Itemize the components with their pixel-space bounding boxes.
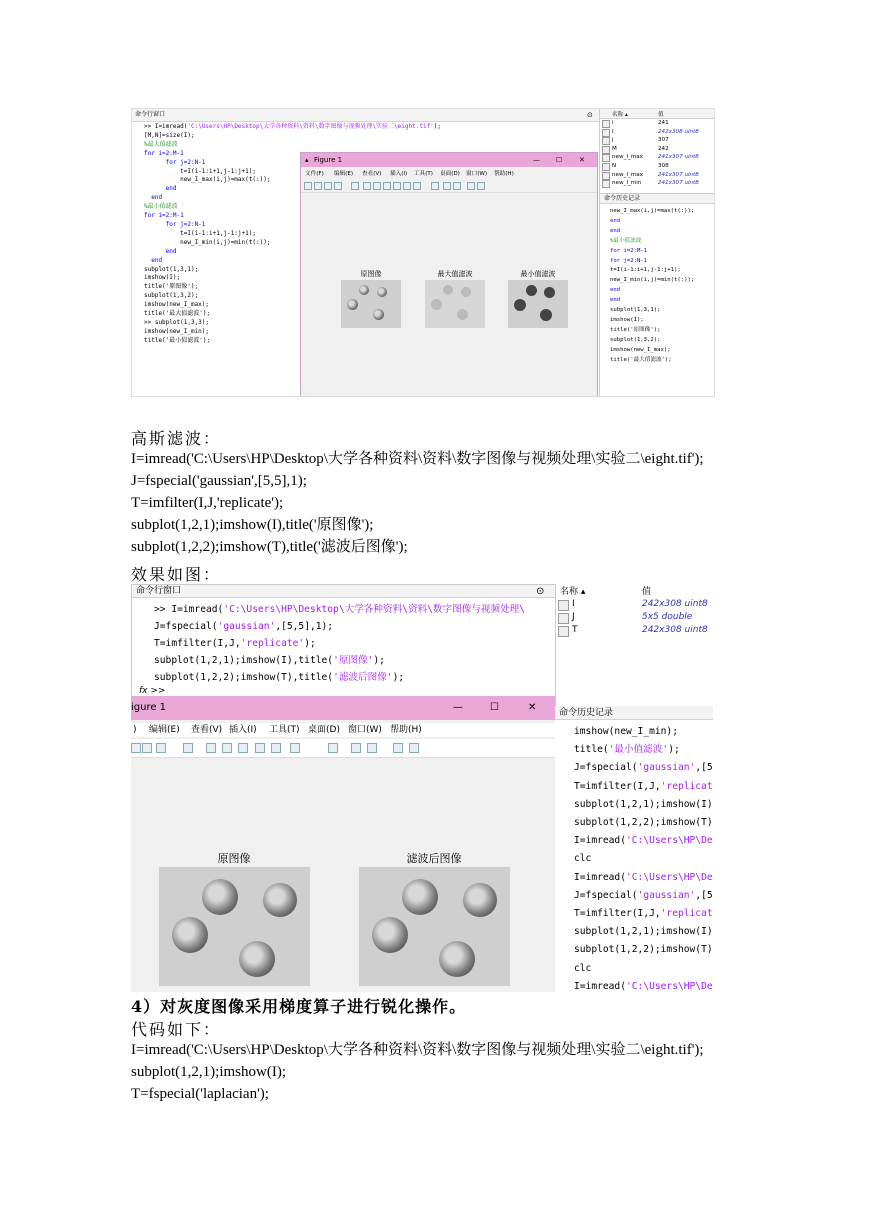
code-text: end <box>144 256 163 264</box>
variable-value: 242x308 uint8 <box>642 599 708 609</box>
code-line <box>574 778 713 796</box>
code-text: ,[5,5],1); <box>275 621 334 632</box>
value-column-header[interactable]: 值 <box>642 587 652 597</box>
close-icon[interactable]: ✕ <box>528 702 537 713</box>
section-title-gradient: 4）对灰度图像采用梯度算子进行锐化操作。 <box>131 997 467 1016</box>
code-line <box>574 905 713 923</box>
history-item[interactable]: end <box>610 287 621 294</box>
variable-name: new_I_max <box>612 154 643 161</box>
code-line <box>574 978 713 992</box>
code-line <box>144 123 599 132</box>
variable-name: I <box>612 128 614 135</box>
history-item[interactable]: new_I_max(i,j)=max(t(:)); <box>610 208 695 214</box>
variable-value: 241 <box>658 120 669 126</box>
code-string: 'gaussian' <box>637 762 696 774</box>
open-icon[interactable] <box>131 743 141 753</box>
code-line: subplot(1,2,2);imshow(T),title('滤波后图像'); <box>131 539 408 555</box>
figure-titlebar <box>301 153 597 167</box>
new-figure-icon[interactable] <box>304 182 312 190</box>
image-max-filter <box>425 280 485 328</box>
command-history-panel <box>555 706 713 992</box>
menu-item[interactable]: 编辑(E) <box>149 725 180 735</box>
minimize-icon[interactable]: — <box>533 156 540 164</box>
variable-value: 241x307 uint8 <box>658 180 699 187</box>
matlab-screenshot-max-min-filter <box>131 108 715 397</box>
subplot-title-max: 最大值滤波 <box>437 270 473 278</box>
workspace-row[interactable] <box>600 179 715 188</box>
menu-item[interactable]: ) <box>133 725 137 735</box>
command-history-list <box>610 207 694 366</box>
image-original <box>159 867 310 986</box>
variable-name: M <box>612 145 617 152</box>
variable-name: new_I_min <box>612 180 642 187</box>
variable-name: J <box>572 612 575 622</box>
figure-toolbar <box>301 180 597 193</box>
command-window-header: 命令行窗口 ⊙ <box>132 585 556 598</box>
figure-title: Figure 1 <box>314 156 343 164</box>
code-line: subplot(1,2,1);imshow(I),title('原图像'); <box>131 517 374 533</box>
image-original <box>341 280 401 328</box>
code-text: J=fspecial( <box>574 889 638 901</box>
code-string: 'gaussian' <box>217 621 276 632</box>
workspace-row[interactable] <box>600 119 715 128</box>
code-text: title('最大值滤波'); <box>144 310 211 318</box>
code-text: subplot(1,2,1);imshow(I) <box>574 798 713 810</box>
workspace-row[interactable] <box>600 145 715 154</box>
workspace-panel <box>555 584 713 711</box>
figure-title: igure 1 <box>131 702 167 713</box>
code-text: imshow(new_I_max); <box>144 301 210 309</box>
code-text: subplot(1,2,1);imshow(I),title( <box>154 655 334 666</box>
colorbar-icon[interactable] <box>443 182 451 190</box>
zoom-in-icon[interactable] <box>363 182 371 190</box>
variable-value: 242 <box>658 145 669 152</box>
value-column-header[interactable]: 值 <box>658 112 664 118</box>
print-icon[interactable] <box>334 182 342 190</box>
save-icon[interactable] <box>324 182 332 190</box>
code-text: ); <box>392 672 405 683</box>
code-text: ); <box>304 638 316 649</box>
show-plot-tools-icon[interactable] <box>409 743 419 753</box>
code-line <box>574 923 713 941</box>
menu-item[interactable]: 查看(V) <box>362 171 382 177</box>
code-line: subplot(1,2,1);imshow(I); <box>131 1064 286 1080</box>
code-text: I=imread( <box>574 980 626 992</box>
menu-item[interactable]: 帮助(H) <box>494 171 514 177</box>
zoom-out-icon[interactable] <box>373 182 381 190</box>
history-item[interactable]: end <box>610 297 621 304</box>
subplot-title-min: 最小值滤波 <box>520 270 556 278</box>
variable-icon <box>558 626 569 637</box>
gaussian-code-block <box>131 448 704 558</box>
show-plot-tools-icon[interactable] <box>477 182 485 190</box>
code-text: >> I=imread( <box>154 604 224 615</box>
pan-icon[interactable] <box>238 743 248 753</box>
workspace-row[interactable] <box>600 171 715 180</box>
variable-value: 242x308 uint8 <box>642 625 708 635</box>
code-text: clc <box>574 853 592 865</box>
save-icon[interactable] <box>142 743 152 753</box>
code-text: %最大值滤波 <box>144 140 178 148</box>
image-min-filter <box>508 280 568 328</box>
hide-plot-tools-icon[interactable] <box>467 182 475 190</box>
workspace-row[interactable] <box>600 162 715 171</box>
history-item[interactable]: t=I(i-1:i+1,j-1:j+1); <box>610 267 681 274</box>
code-line <box>154 669 525 686</box>
variable-icon <box>558 600 569 611</box>
command-history-list <box>574 723 713 992</box>
code-text: for j=2:N-1 <box>144 220 206 228</box>
code-line <box>574 723 713 741</box>
command-prompt[interactable]: fx >> <box>139 686 166 696</box>
code-line <box>574 869 713 887</box>
history-item[interactable]: title('原图像'); <box>610 326 661 333</box>
variable-name: T <box>572 625 578 635</box>
code-text: J=fspecial( <box>154 621 218 632</box>
hide-plot-tools-icon[interactable] <box>393 743 403 753</box>
code-line <box>574 850 713 868</box>
code-text: subplot(1,3,2); <box>144 292 199 300</box>
minimize-icon[interactable]: — <box>453 702 463 713</box>
code-string: 'C:\Users\HP\Desktop\大学各种资料\资料\数字图像与视频处理\ <box>223 604 526 615</box>
code-text: subplot(1,3,1); <box>144 265 199 273</box>
code-text: J=fspecial( <box>574 762 638 774</box>
history-item[interactable]: end <box>610 217 621 224</box>
menu-item[interactable]: 工具(T) <box>269 725 300 735</box>
code-string: 'C:\Users\HP\Desktop\大学各种资料\资料\数字图像与视频处理\实验二\eight.tif' <box>187 123 434 130</box>
code-text: end <box>144 194 163 202</box>
brush-icon[interactable] <box>413 182 421 190</box>
menu-item[interactable]: 编辑(E) <box>334 171 354 177</box>
history-item[interactable]: for i=2:M-1 <box>610 247 648 254</box>
code-line <box>574 887 713 905</box>
code-text: title('原图像'); <box>144 283 199 291</box>
figure-titlebar <box>131 696 555 720</box>
figure-menu-bar <box>303 169 595 179</box>
effect-label: 效果如图： <box>131 565 222 584</box>
history-item[interactable]: imshow(new_I_max); <box>610 346 671 353</box>
code-line <box>574 796 713 814</box>
code-text: subplot(1,2,2);imshow(T) <box>574 817 713 829</box>
history-item[interactable]: end <box>610 227 621 234</box>
code-text: title( <box>574 744 609 756</box>
workspace-row[interactable] <box>556 624 713 637</box>
code-line <box>574 960 713 978</box>
code-text: T=imfilter(I,J, <box>574 908 661 920</box>
variable-icon <box>602 180 610 188</box>
code-line: I=imread('C:\Users\HP\Desktop\大学各种资料\资料\数字图像与视频处理\实验二\eight.tif'); <box>131 451 704 467</box>
code-line: J=fspecial('gaussian',[5,5],1); <box>131 473 307 489</box>
link-icon[interactable] <box>431 182 439 190</box>
workspace-row[interactable] <box>556 598 713 611</box>
code-string: 'replicat <box>660 908 713 920</box>
code-line <box>144 132 599 141</box>
panel-menu-icon[interactable]: ⊙ <box>536 586 545 597</box>
code-string: 'replicate' <box>240 638 305 649</box>
code-string: 'C:\Users\HP\De <box>625 980 713 992</box>
code-text: ); <box>433 123 442 130</box>
variable-name: N <box>612 162 617 169</box>
code-text: imshow(new_I_min); <box>144 327 210 335</box>
variable-name: i <box>612 120 614 126</box>
section-title-gaussian: 高斯滤波： <box>131 429 222 448</box>
panel-menu-icon[interactable]: ⊙ <box>587 111 593 119</box>
code-string: 'replicat <box>660 780 713 792</box>
workspace-header <box>600 109 715 119</box>
code-text: %最小值滤波 <box>144 203 178 211</box>
figure-window <box>131 696 555 992</box>
code-text: I=imread( <box>574 871 626 883</box>
code-line <box>154 618 525 635</box>
pan-icon[interactable] <box>383 182 391 190</box>
figure-window <box>300 152 598 397</box>
code-string: 'gaussian' <box>637 889 696 901</box>
variable-value: 241x307 uint8 <box>658 171 699 178</box>
data-cursor-icon[interactable] <box>271 743 281 753</box>
code-string: 'C:\Users\HP\De <box>625 835 713 847</box>
data-cursor-icon[interactable] <box>403 182 411 190</box>
command-history-panel <box>599 193 715 397</box>
menu-item[interactable]: 桌面(D) <box>308 725 340 735</box>
variable-name: j <box>612 137 614 144</box>
subplot-title-filtered: 滤波后图像 <box>406 852 462 865</box>
code-text: for j=2:N-1 <box>144 158 206 166</box>
command-window <box>131 584 557 698</box>
history-item[interactable]: subplot(1,3,1); <box>610 307 661 314</box>
menu-item[interactable]: 插入(I) <box>229 725 257 735</box>
code-text: ,[5 <box>695 762 713 774</box>
menu-item[interactable]: 桌面(D) <box>440 171 460 177</box>
legend-icon[interactable] <box>453 182 461 190</box>
figure-menu-bar <box>131 723 555 737</box>
open-icon[interactable] <box>314 182 322 190</box>
workspace-rows <box>600 119 715 188</box>
code-line <box>574 741 713 759</box>
code-string: '最小值滤波' <box>608 744 669 756</box>
workspace-row[interactable] <box>600 136 715 145</box>
code-line <box>144 141 599 150</box>
code-line <box>154 652 525 669</box>
subplot-title-original: 原图像 <box>217 852 251 865</box>
maximize-icon[interactable]: ☐ <box>556 156 563 164</box>
code-text: new_I_min(i,j)=min(t(:)); <box>144 238 271 246</box>
history-item[interactable]: for j=2:N-1 <box>610 257 648 264</box>
variable-value: 241x307 uint8 <box>658 154 699 161</box>
legend-icon[interactable] <box>367 743 377 753</box>
code-line: T=fspecial('laplacian'); <box>131 1086 269 1102</box>
link-icon[interactable] <box>328 743 338 753</box>
variable-value: 308 <box>658 162 669 169</box>
code-line: T=imfilter(I,J,'replicate'); <box>131 495 284 511</box>
code-text: end <box>144 247 177 255</box>
code-line <box>574 759 713 777</box>
code-text: subplot(1,2,2);imshow(T) <box>574 944 713 956</box>
pointer-icon[interactable] <box>183 743 193 753</box>
close-icon[interactable]: ✕ <box>579 156 585 164</box>
code-line: I=imread('C:\Users\HP\Desktop\大学各种资料\资料\数字图像与视频处理\实验二\eight.tif'); <box>131 1042 704 1058</box>
menu-item[interactable]: 窗口(W) <box>348 725 382 735</box>
code-text: clc <box>574 962 592 974</box>
code-text: ); <box>373 655 385 666</box>
code-text: for i=2:M-1 <box>144 149 184 157</box>
rotate-icon[interactable] <box>255 743 265 753</box>
variable-name: new_I_max <box>612 171 643 178</box>
workspace-rows <box>556 598 713 637</box>
menu-item[interactable]: 文件(F) <box>305 171 324 177</box>
command-history-header: 命令历史记录 <box>600 194 715 204</box>
history-item[interactable]: imshow(I); <box>610 316 644 323</box>
variable-value: 5x5 double <box>642 612 693 622</box>
code-text: [M,N]=size(I); <box>144 131 195 139</box>
workspace-panel <box>599 109 715 201</box>
history-item[interactable]: new_I_min(i,j)=min(t(:)); <box>610 277 695 284</box>
zoom-in-icon[interactable] <box>206 743 216 753</box>
history-item[interactable]: subplot(1,3,2); <box>610 336 661 343</box>
code-text: title('最小值滤波'); <box>144 336 211 344</box>
code-line <box>574 941 713 959</box>
history-item[interactable]: %最小值滤波 <box>610 237 642 244</box>
code-text: end <box>144 185 177 193</box>
variable-value: 242x308 uint8 <box>658 128 699 135</box>
print-icon[interactable] <box>156 743 166 753</box>
menu-item[interactable]: 插入(I) <box>390 171 408 177</box>
code-string: '滤波后图像' <box>333 672 393 683</box>
code-text: T=imfilter(I,J, <box>574 780 661 792</box>
command-window-code[interactable] <box>154 601 525 686</box>
code-line <box>574 814 713 832</box>
menu-item[interactable]: 帮助(H) <box>390 725 422 735</box>
code-line <box>574 832 713 850</box>
code-text: new_I_max(i,j)=max(t(:)); <box>144 176 271 184</box>
code-text: >> I=imread( <box>144 123 188 130</box>
image-filtered <box>359 867 510 986</box>
code-text: t=I(i-1:i+1,j-1:j+1); <box>144 229 256 237</box>
rotate-icon[interactable] <box>393 182 401 190</box>
code-text: for i=2:M-1 <box>144 212 184 220</box>
history-item[interactable]: title('最大值滤波'); <box>610 356 672 363</box>
workspace-row[interactable] <box>556 611 713 624</box>
code-line <box>154 601 525 618</box>
menu-item[interactable]: 查看(V) <box>191 725 223 735</box>
code-text: t=I(i-1:i+1,j-1:j+1); <box>144 167 256 175</box>
code-text: ,[5 <box>695 889 713 901</box>
code-text: ); <box>668 744 680 756</box>
code-label: 代码如下： <box>131 1020 222 1039</box>
workspace-row[interactable] <box>600 153 715 162</box>
pointer-icon[interactable] <box>351 182 359 190</box>
workspace-row[interactable] <box>600 128 715 137</box>
menu-item[interactable]: 工具(T) <box>414 171 433 177</box>
colorbar-icon[interactable] <box>351 743 361 753</box>
code-text: I=imread( <box>574 835 626 847</box>
code-string: '原图像' <box>333 655 374 666</box>
code-text: T=imfilter(I,J, <box>154 638 241 649</box>
subplot-title-original: 原图像 <box>360 270 382 278</box>
code-text: subplot(1,2,2);imshow(T),title( <box>154 672 334 683</box>
code-string: 'C:\Users\HP\De <box>625 871 713 883</box>
code-text: subplot(1,2,1);imshow(I) <box>574 926 713 938</box>
code-text: >> subplot(1,3,3); <box>144 318 210 326</box>
name-column-header[interactable]: 名称 ▴ <box>560 587 586 597</box>
code-line <box>154 635 525 652</box>
matlab-logo-icon: ▴ <box>305 156 309 164</box>
code-text: imshow(new_I_min); <box>574 726 678 737</box>
variable-icon <box>558 613 569 624</box>
matlab-screenshot-gaussian-filter <box>131 584 713 992</box>
brush-icon[interactable] <box>290 743 300 753</box>
variable-name: I <box>572 599 575 609</box>
name-column-header[interactable]: 名称 ▴ <box>612 112 628 118</box>
command-window-header: 命令行窗口 ⊙ <box>132 109 602 122</box>
zoom-out-icon[interactable] <box>222 743 232 753</box>
figure-toolbar <box>131 739 555 758</box>
variable-value: 307 <box>658 137 669 144</box>
menu-item[interactable]: 窗口(W) <box>466 171 488 177</box>
command-history-header: 命令历史记录 <box>555 706 713 720</box>
maximize-icon[interactable]: ☐ <box>490 702 499 713</box>
gradient-code-block <box>131 1039 704 1105</box>
code-text: imshow(I); <box>144 274 181 282</box>
